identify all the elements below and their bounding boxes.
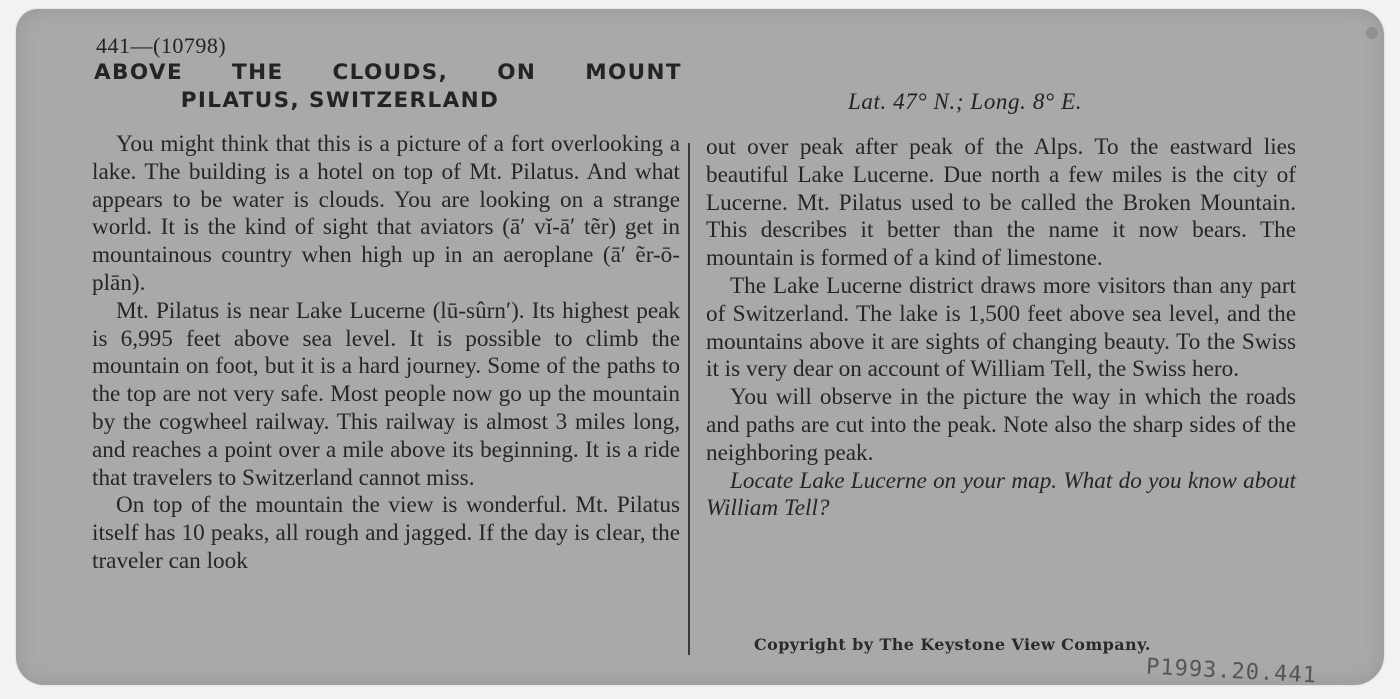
title-line-2: PILATUS, SWITZERLAND <box>180 88 500 113</box>
left-paragraph-1: You might think that this is a picture of a fort overlooking a lake. The building is a hotel on top of Mt. Pilatus. And what appears to be water is clouds. You are looking on a strange world. It is the kind of sight that aviators (ā′ vĭ-ā′ tẽr) get in mountainous country when high up in an aeroplane (ā′ ẽr-ō-plān). <box>92 131 680 296</box>
card-title <box>94 59 682 115</box>
left-paragraph-3: On top of the mountain the view is wonderful. Mt. Pilatus itself has 10 peaks, all rough and jagged. If the day is clear, the traveler can look <box>92 492 680 574</box>
accession-number: P1993.20.441 <box>1145 654 1318 689</box>
right-paragraph-3: You will observe in the picture the way in which the roads and paths are cut into the peak. Note also the sharp sides of the neighboring peak. <box>706 384 1296 466</box>
card-number: 441—(10798) <box>96 33 227 58</box>
right-column <box>706 134 1296 523</box>
left-paragraph-2: Mt. Pilatus is near Lake Lucerne (lū-sûrn′). Its highest peak is 6,995 feet above sea level. It is possible to climb the mountain on foot, but it is a hard journey. Some of the paths to the top are not very safe. Most people now go up the mountain by the cogwheel railway. This railway is almost 3 miles long, and reaches a point over a mile above its beginning. It is a ride that travelers to Switzerland cannot miss. <box>92 297 680 491</box>
title-line-1: ABOVE THE CLOUDS, ON MOUNT <box>94 60 682 85</box>
copyright-line: Copyright by The Keystone View Company. <box>754 635 1151 654</box>
left-column <box>92 131 680 576</box>
column-divider <box>688 143 690 655</box>
stereocard-back <box>16 9 1384 689</box>
right-paragraph-4-question: Locate Lake Lucerne on your map. What do you know about William Tell? <box>706 467 1296 522</box>
lat-long: Lat. 47° N.; Long. 8° E. <box>848 89 1083 114</box>
right-paragraph-1: out over peak after peak of the Alps. To the eastward lies beautiful Lake Lucerne. Due north a few miles is the city of Lucerne. Mt. Pilatus used to be called the Broken Mountain. This describes it better than the name it now bears. The mountain is formed of a kind of limestone. <box>706 134 1296 272</box>
right-paragraph-2: The Lake Lucerne district draws more visitors than any part of Switzerland. The lake is 1,500 feet above sea level, and the mountains above it are sights of changing beauty. To the Swiss it is very dear on account of William Tell, the Swiss hero. <box>706 272 1296 383</box>
corner-wear-mark <box>1366 27 1378 39</box>
